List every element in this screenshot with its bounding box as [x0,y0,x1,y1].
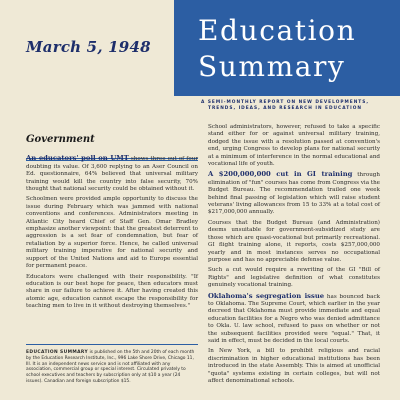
publication-note-text: is published on the 5th and 20th of each month by the Education Research Institute, Inc., 996 Lake Shore Drive, Chicago 11, Ill. It is an independent news service and is not affiliated with any association, commercial group or special interest. Circulated privately to school executives and teachers by subscription only at $10 a year (24 issues). Canadian and foreign subscription $15. [26,350,195,384]
title-line-1: Education [198,14,357,47]
title-box [174,0,400,96]
masthead [0,0,400,118]
article-paragraph [208,171,380,216]
right-column [208,124,380,388]
footer-divider [26,344,198,345]
article-lead: A $200,000,000 cut in GI training [208,170,353,179]
article-lead: Oklahoma's segregation issue [208,291,325,300]
left-column [26,134,198,314]
article-lead: An educators' poll on UMT [26,154,129,163]
subtitle-line-2: TRENDS, IDEAS, AND RESEARCH IN EDUCATION [208,106,362,111]
article-paragraph: Such a cut would require a rewriting of the GI "Bill of Rights" and legislative definition of what constitutes genuinely vocational training. [208,267,380,289]
subtitle-line-1: A SEMI-MONTHLY REPORT ON NEW DEVELOPMENTS, [201,100,369,105]
article-text: through elimination of "fun" courses has come from Congress via the Budget Bureau. The recommendation trailed one week behind final passing of legislation which will raise student veterans' living allowances from 15 to 33% at a total cost of $217,000,000 annually. [208,172,380,216]
article-text: has bounced back to Oklahoma. The Supreme Court, which earlier in the year decreed that Oklahoma must provide immediate and equal education facilities for a Negro who was denied admittance to Okla. U. law school, refused to pass on whether or not the subsequent facilities provided were "equal." That, it said in effect, must be decided in the local courts. [208,293,380,344]
title-line-2: Summary [198,50,346,83]
article-paragraph: Educators were challenged with their responsibility. "If education is our best hope for peace, then educators must share in our failure to achieve it. After having created this atomic age, education cannot escape the responsibility for teaching men to live in it without destroying themselves." [26,273,198,310]
publication-note-title: EDUCATION SUMMARY [26,350,89,355]
article-paragraph [208,293,380,346]
subtitle [172,100,398,112]
section-heading: Government [26,134,95,145]
article-paragraph: School administrators, however, refused to take a specific stand either for or against universal military training, dodged the issue with a resolution passed at convention's end, urging Congress to develop plans for national security at a minimum of interference in the normal educational and vocational life of youth. [208,124,380,168]
article-paragraph [26,155,198,193]
article-text: shows three out of four doubting its value. Of 3,600 replying to an Aser Council on Ed. questionnaire, 64% believed that universal military training would kill the country into false security, 70% thought that national security could be obtained without it. [26,156,198,193]
article-paragraph: Schoolmen were provided ample opportunity to discuss the issue during February which was jammed with national conventions and conferences. Administrators meeting in Atlantic City heard Chief of Staff Gen. Omar Bradley emphasize another viewpoint: that the greatest deterrent to aggression is a set fear of condemnation, but fear of retaliation by a superior force. Hence, he called universal military training imperative for national security and support of the United Nations and aid to Europe essential for permanent peace. [26,196,198,270]
article-paragraph: In New York, a bill to prohibit religious and racial discrimination in higher educational institutions has been introduced in the state Assembly. This is aimed at unofficial "quota" systems existing in certain colleges, but will not affect denominational schools. [208,348,380,384]
article-paragraph: Courses that the Budget Bureau (and Administration) deems unsuitable for government-subsidized study are those which are quasi-vocational but primarily recreational. GI flight training alone, it reports, costs $257,000,000 yearly and in most instances serves no occupational purpose and has no appreciable defense value. [208,219,380,263]
publication-note [26,350,196,385]
issue-date: March 5, 1948 [26,38,151,56]
